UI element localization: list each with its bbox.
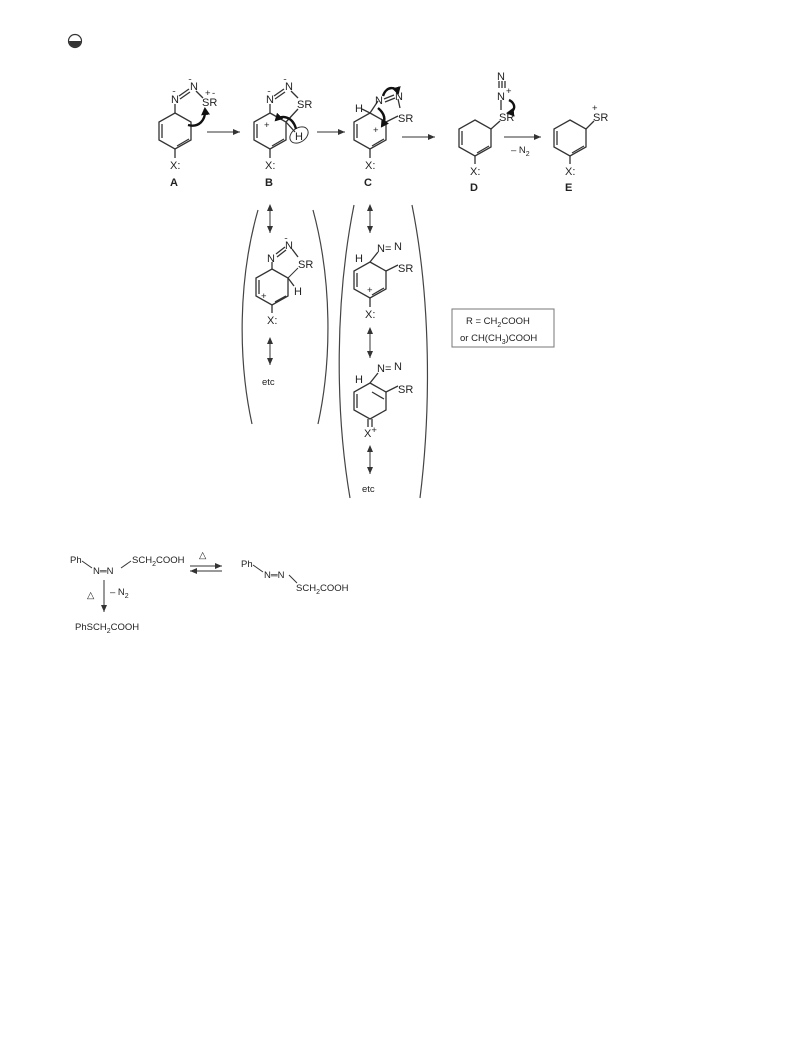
charge-plus: + [367, 285, 373, 296]
atom-n: N [394, 241, 402, 253]
atom-x: X: [267, 315, 278, 327]
resonance-c1 [354, 241, 413, 321]
compound-b [254, 72, 312, 189]
atom-sr: SR [398, 263, 414, 275]
compound-e [554, 103, 608, 194]
resonance-b1 [256, 231, 313, 327]
ph-label: Ph [241, 559, 253, 570]
svg-text:..: .. [284, 231, 288, 241]
atom-n2eq: N= [377, 363, 392, 375]
atom-sr: SR [297, 99, 313, 111]
atom-x: X: [365, 309, 376, 321]
resonance-c2 [354, 361, 413, 440]
atom-n: N [497, 91, 505, 103]
label-a: A [170, 177, 178, 189]
svg-text:..: .. [283, 72, 287, 82]
product-label: PhSCH$_2$COOH [75, 622, 140, 635]
svg-text:..: .. [188, 72, 192, 82]
atom-sr: SR [398, 384, 414, 396]
azo-n-eq-n: N═N [93, 566, 114, 577]
azo-n-eq-n: N═N [264, 570, 285, 581]
r-def-line1: $R = CH_2COOH$ [466, 316, 530, 329]
atom-x: X: [565, 166, 576, 178]
atom-sr: SR [398, 113, 414, 125]
r-definition-box [452, 309, 554, 347]
atom-sr: SR [298, 259, 314, 271]
r-def-line2: or $CH(CH_3)COOH$ [460, 333, 538, 346]
atom-h: H [355, 374, 363, 386]
ph-label: Ph [70, 555, 82, 566]
atom-x: X: [170, 160, 181, 172]
atom-n: N [497, 71, 505, 83]
atom-n: N [171, 94, 179, 106]
atom-h: H [294, 286, 302, 298]
atom-n: N [267, 253, 275, 265]
svg-text:..: .. [267, 84, 271, 94]
charge-plus: + [373, 125, 379, 136]
left-substituent: $SCH_2COOH$ [132, 555, 185, 568]
loss-n2-label: – $N_2$ [511, 145, 530, 158]
charge-plus: + [261, 291, 267, 302]
atom-n: N [190, 81, 198, 93]
charge-minus: - [212, 88, 216, 99]
atom-n: N [266, 94, 274, 106]
atom-x: X: [365, 160, 376, 172]
atom-x: X: [470, 166, 481, 178]
atom-n: N [395, 91, 403, 103]
charge-plus: + [264, 120, 270, 131]
atom-x: X: [265, 160, 276, 172]
svg-text:..: .. [172, 84, 176, 94]
isomerization-reaction [70, 550, 349, 635]
atom-sr: SR [499, 112, 515, 124]
compound-c [354, 88, 413, 189]
compound-d [459, 71, 514, 194]
label-e: E [565, 182, 573, 194]
atom-n: N [375, 95, 383, 107]
label-c: C [364, 177, 372, 189]
atom-h: H [295, 131, 303, 143]
label-d: D [470, 182, 478, 194]
atom-n: N [394, 361, 402, 373]
atom-n: N [285, 81, 293, 93]
atom-h: H [355, 253, 363, 265]
atom-xplus: X+ [364, 425, 377, 440]
atom-h: H [355, 103, 363, 115]
label-b: B [265, 177, 273, 189]
charge-plus: + [506, 86, 512, 97]
atom-sr: SR [202, 97, 218, 109]
right-substituent: $SCH_2COOH$ [296, 583, 349, 596]
loss-n2-label: – $N_2$ [110, 587, 129, 600]
charge-plus: + [205, 88, 211, 99]
atom-n2eq: N= [377, 243, 392, 255]
etc-label: etc [362, 484, 375, 495]
heat-symbol: △ [87, 590, 95, 601]
heat-symbol: △ [199, 550, 207, 561]
atom-sr: SR [593, 112, 609, 124]
atom-n: N [285, 240, 293, 252]
charge-plus: + [592, 103, 598, 114]
compound-a [159, 72, 217, 189]
etc-label: etc [262, 377, 275, 388]
